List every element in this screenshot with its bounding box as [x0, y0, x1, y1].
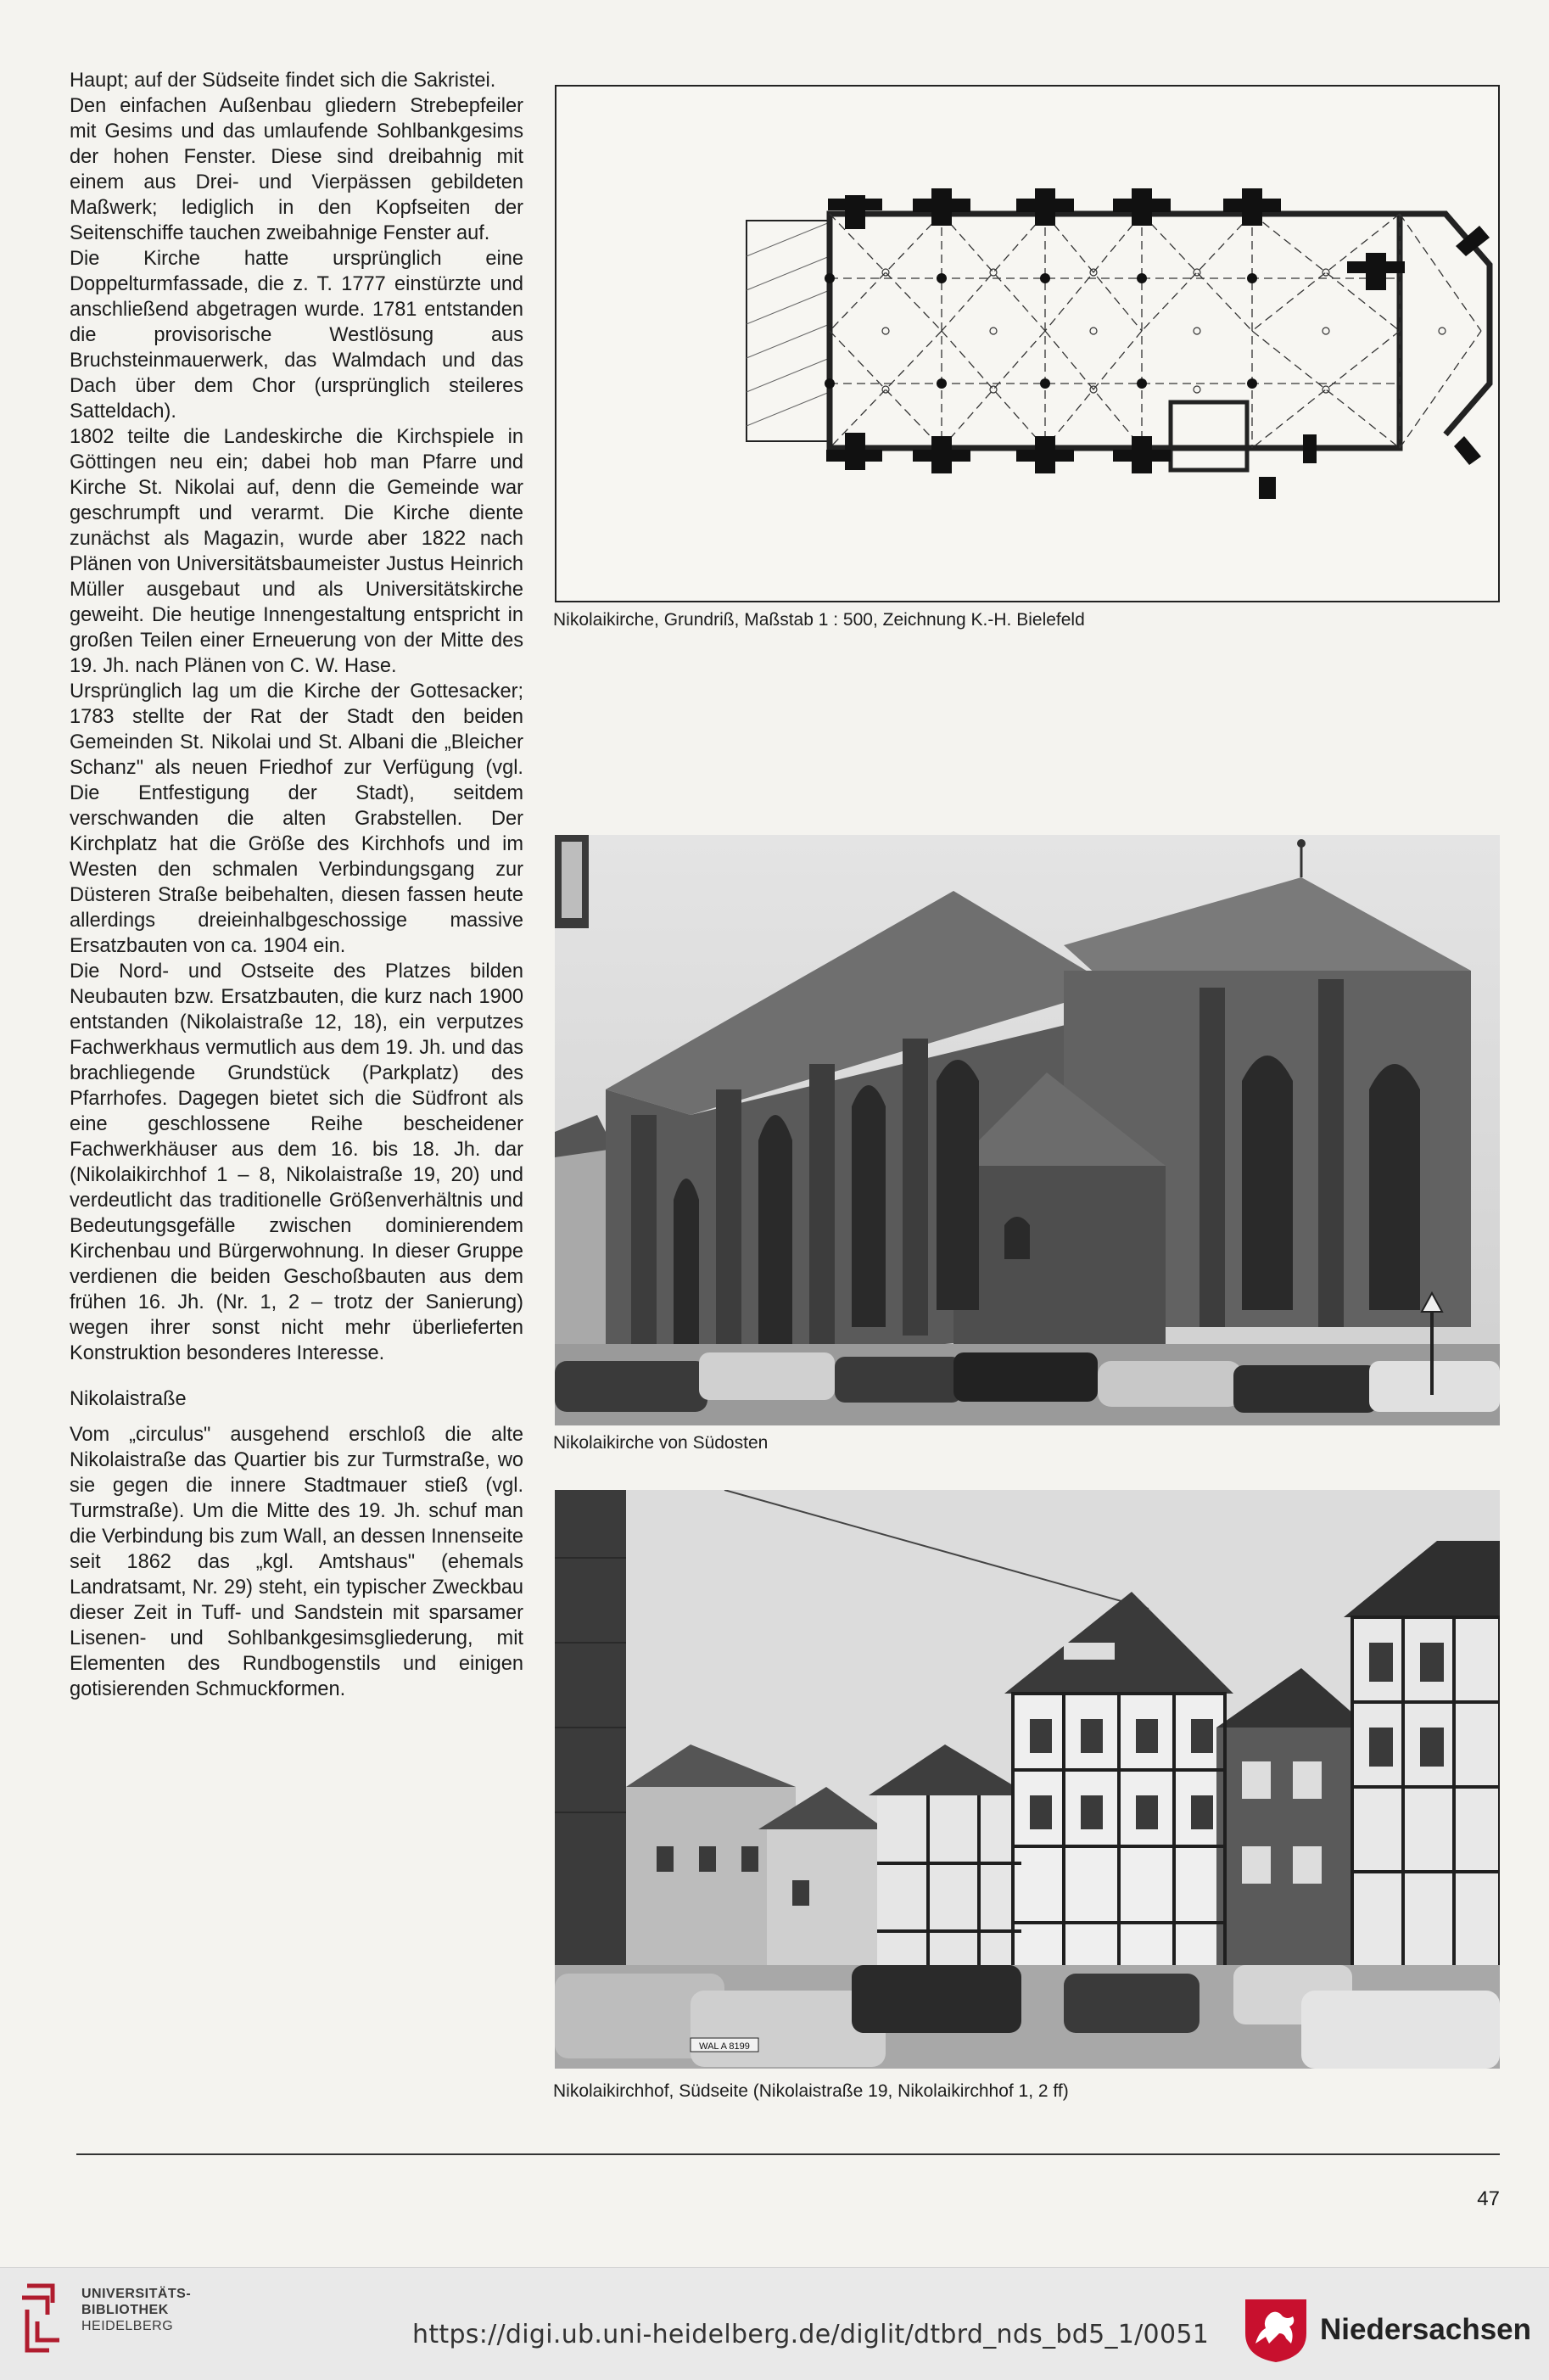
ub-heidelberg-logo-icon[interactable] [19, 2277, 71, 2355]
niedersachsen-horse-crest-icon[interactable] [1240, 2294, 1311, 2366]
digital-collection-url[interactable]: https://digi.ub.uni-heidelberg.de/diglit/dtbrd_nds_bd5_1/0051 [412, 2320, 1210, 2349]
floorplan-west-wall [747, 221, 830, 441]
niedersachsen-wordmark[interactable]: Niedersachsen [1320, 2313, 1532, 2346]
body-paragraph: Haupt; auf der Südseite findet sich die Sakristei. [70, 70, 496, 92]
body-paragraph: Den einfachen Außenbau gliedern Strebepfeiler mit Gesims und das umlaufende Sohlbankgesims der hohen Fenster. Diese sind dreibahnig mit einem aus Drei- und Vierpässen gebildeten Maßwerk; lediglich in den Kopfseiten der Seitenschiffe tauchen zweibahnige Fenster auf. [70, 95, 523, 244]
photo-church-southeast [555, 835, 1500, 1425]
floorplan-sacristy [1171, 402, 1247, 470]
footer-rule [76, 2153, 1500, 2155]
section-heading: Nikolaistraße [70, 1388, 187, 1410]
car-license-plate: WAL A 8199 [699, 2041, 750, 2052]
body-paragraph: Vom „circulus" ausgehend erschloß die alte Nikolaistraße das Quartier bis zur Turmstraße, wo sie gegen die innere Stadtmauer stieß (vgl. Turmstraße). Um die Mitte des 19. Jh. schuf man die Verbindung bis zum Wall, an dessen Innenseite seit 1862 das „kgl. Amtshaus" (ehemals Landratsamt, Nr. 29) steht, ein typischer Zweckbau dieser Zeit in Tuff- und Sandstein mit sparsamer Lisenen- und Sohlbankgesimsgliederung, mit Elementen des Rundbogenstils und einigen gotisierenden Schmuckformen. [70, 1424, 523, 1700]
body-paragraph: Die Nord- und Ostseite des Platzes bilden Neubauten bzw. Ersatzbauten, die kurz nach 1900 entstanden (Nikolaistraße 12, 18), ein verputzes Fachwerkhaus vermutlich aus dem 19. Jh. und das brachliegende Grundstück (Parkplatz) des Pfarrhofes. Dagegen bietet sich die Südfront als eine geschlossene Reihe bescheidener Fachwerkhäuser aus dem 16. bis 18. Jh. dar (Nikolaikirchhof 1 – 8, Nikolaistraße 19, 20) und verdeutlicht das traditionelle Größenverhältnis und Bedeutungsgefälle zwischen dominierendem Kirchenbau und Bürgerwohnung. In dieser Gruppe verdienen die beiden Geschoßbauten aus dem frühen 16. Jh. (Nr. 1, 2 – trotz der Sanierung) wegen ihrer sonst nicht mehr überlieferten Konstruktion besonderes Interesse. [70, 960, 523, 1364]
floorplan-nave [830, 214, 1400, 448]
photo-nikolaikirchhof-houses [555, 1490, 1500, 2069]
photo2-caption: Nikolaikirchhof, Südseite (Nikolaistraße 19, Nikolaikirchhof 1, 2 ff) [553, 2081, 1069, 2101]
floorplan-drawing [556, 87, 1498, 601]
floorplan-frame [555, 85, 1500, 602]
page-number: 47 [1477, 2187, 1500, 2210]
ub-heidelberg-wordmark[interactable]: UNIVERSITÄTS- BIBLIOTHEK HEIDELBERG [81, 2287, 192, 2333]
photo1-caption: Nikolaikirche von Südosten [553, 1433, 769, 1453]
body-paragraph: 1802 teilte die Landeskirche die Kirchspiele in Göttingen neu ein; dabei hob man Pfarre und Kirche St. Nikolai auf, denn die Gemeinde war geschrumpft und verarmt. Die Kirche diente zunächst als Magazin, wurde aber 1822 nach Plänen von Universitätsbaumeister Justus Heinrich Müller ausgebaut und als Universitätskirche geweiht. Die heutige Innengestaltung entspricht in großen Teilen einer Erneuerung von der Mitte des 19. Jh. nach Plänen von C. W. Hase. [70, 426, 523, 677]
body-paragraph: Ursprünglich lag um die Kirche der Gottesacker; 1783 stellte der Rat der Stadt den beiden Gemeinden St. Nikolai und St. Albani die „Bleicher Schanz" als neuen Friedhof zur Verfügung (vgl. Die Entfestigung der Stadt), seitdem verschwanden die alten Grabstellen. Der Kirchplatz hat die Größe des Kirchhofs und im Westen den schmalen Verbindungsgang zur Düsteren Straße beibehalten, diesen fassen heute allerdings dreieinhalbgeschossige massive Ersatzbauten von ca. 1904 ein. [70, 680, 523, 957]
body-paragraph: Die Kirche hatte ursprünglich eine Doppelturmfassade, die z. T. 1777 einstürzte und anschließend abgetragen wurde. 1781 entstanden die provisorische Westlösung aus Bruchsteinmauerwerk, das Walmdach und das Dach über dem Chor (ursprünglich steileres Satteldach). [70, 248, 523, 423]
floorplan-caption: Nikolaikirche, Grundriß, Maßstab 1 : 500, Zeichnung K.-H. Bielefeld [553, 610, 1085, 630]
left-text-column [70, 68, 523, 1702]
